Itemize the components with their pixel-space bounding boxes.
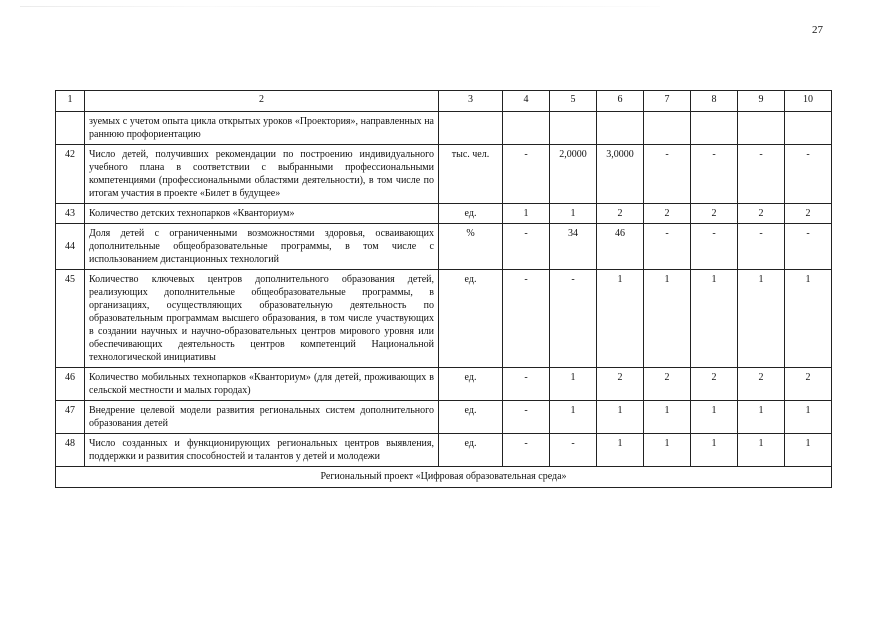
- section-row: [56, 467, 832, 488]
- row-unit: ед.: [439, 204, 503, 224]
- row-number: 46: [56, 368, 85, 401]
- row-unit: ед.: [439, 270, 503, 368]
- row-value: [644, 112, 691, 145]
- row-value: 1: [550, 368, 597, 401]
- row-value: -: [503, 434, 550, 467]
- row-unit: ед.: [439, 368, 503, 401]
- row-value: -: [503, 401, 550, 434]
- row-value: 2: [738, 368, 785, 401]
- continued-row: [56, 112, 832, 145]
- column-header: 3: [439, 91, 503, 112]
- row-value: -: [550, 434, 597, 467]
- table-row: [56, 270, 832, 368]
- row-value: 34: [550, 224, 597, 270]
- header-row: [56, 91, 832, 112]
- row-number: 48: [56, 434, 85, 467]
- row-value: 1: [503, 204, 550, 224]
- table-row: [56, 145, 832, 204]
- row-value: 1: [785, 270, 832, 368]
- table-row: [56, 204, 832, 224]
- row-value: 1: [738, 401, 785, 434]
- page-number: 27: [812, 24, 823, 36]
- row-value: 2,0000: [550, 145, 597, 204]
- row-value: -: [785, 145, 832, 204]
- row-value: 2: [785, 368, 832, 401]
- row-value: -: [503, 145, 550, 204]
- column-header: 7: [644, 91, 691, 112]
- column-header: 10: [785, 91, 832, 112]
- row-value: 1: [738, 434, 785, 467]
- section-title: Региональный проект «Цифровая образовательная среда»: [56, 467, 832, 488]
- column-header: 1: [56, 91, 85, 112]
- row-value: -: [785, 224, 832, 270]
- row-value: -: [550, 270, 597, 368]
- row-value: 3,0000: [597, 145, 644, 204]
- row-value: -: [503, 368, 550, 401]
- row-number: 45: [56, 270, 85, 368]
- table-row: [56, 368, 832, 401]
- row-value: 1: [644, 401, 691, 434]
- row-value: -: [691, 145, 738, 204]
- indicators-table: [55, 90, 832, 488]
- row-number: 47: [56, 401, 85, 434]
- row-value: 2: [691, 204, 738, 224]
- column-header: 4: [503, 91, 550, 112]
- row-value: [785, 112, 832, 145]
- row-value: 1: [738, 270, 785, 368]
- row-value: 2: [785, 204, 832, 224]
- row-value: -: [738, 224, 785, 270]
- row-value: 1: [644, 434, 691, 467]
- row-number: [56, 112, 85, 145]
- row-value: 1: [597, 401, 644, 434]
- row-value: -: [644, 145, 691, 204]
- row-description: Доля детей с ограниченными возможностями здоровья, осваивающих дополнительные общеобразовательные программы, в том числе с использованием дистанционных технологий: [85, 224, 439, 270]
- row-value: [550, 112, 597, 145]
- row-unit: ед.: [439, 401, 503, 434]
- row-value: 1: [597, 434, 644, 467]
- row-number: 42: [56, 145, 85, 204]
- column-header: 2: [85, 91, 439, 112]
- row-value: 1: [691, 401, 738, 434]
- row-value: 1: [691, 434, 738, 467]
- row-description: Количество мобильных технопарков «Кванториум» (для детей, проживающих в сельской местности и малых городах): [85, 368, 439, 401]
- row-description: Число созданных и функционирующих региональных центров выявления, поддержки и развития способностей и талантов у детей и молодежи: [85, 434, 439, 467]
- row-value: 2: [738, 204, 785, 224]
- table-row: [56, 224, 832, 270]
- row-value: [738, 112, 785, 145]
- column-header: 9: [738, 91, 785, 112]
- row-description: Число детей, получивших рекомендации по построению индивидуального учебного плана в соответствии с выбранными профессиональными компетенциями (профессиональными областями деятельности), в том числе по итогам участия в проекте «Билет в будущее»: [85, 145, 439, 204]
- column-header: 8: [691, 91, 738, 112]
- row-value: 2: [597, 204, 644, 224]
- row-value: -: [503, 270, 550, 368]
- row-value: -: [644, 224, 691, 270]
- row-value: -: [691, 224, 738, 270]
- column-header: 6: [597, 91, 644, 112]
- row-value: 1: [691, 270, 738, 368]
- table-row: [56, 434, 832, 467]
- row-value: 1: [644, 270, 691, 368]
- row-value: 1: [785, 434, 832, 467]
- row-value: 1: [785, 401, 832, 434]
- row-description: Количество детских технопарков «Кванториум»: [85, 204, 439, 224]
- row-value: [691, 112, 738, 145]
- row-unit: тыс. чел.: [439, 145, 503, 204]
- scan-artifact-line: [20, 6, 660, 7]
- row-value: 2: [644, 204, 691, 224]
- row-unit: %: [439, 224, 503, 270]
- row-value: [597, 112, 644, 145]
- row-value: 1: [550, 204, 597, 224]
- row-value: 2: [644, 368, 691, 401]
- row-unit: ед.: [439, 434, 503, 467]
- row-unit: [439, 112, 503, 145]
- row-value: 1: [597, 270, 644, 368]
- row-description: Количество ключевых центров дополнительного образования детей, реализующих дополнительные общеобразовательные программы, в организациях, осуществляющих образовательную деятельность по образовательным программам высшего образования, в том числе участвующих в создании научных и научно-образовательных центров мирового уровня или обеспечивающих деятельность центров компетенций Национальной технологической инициативы: [85, 270, 439, 368]
- row-value: 46: [597, 224, 644, 270]
- table-row: [56, 401, 832, 434]
- row-number: 43: [56, 204, 85, 224]
- column-header: 5: [550, 91, 597, 112]
- row-value: [503, 112, 550, 145]
- row-number: 44: [56, 224, 85, 270]
- row-value: 2: [691, 368, 738, 401]
- row-value: -: [738, 145, 785, 204]
- row-value: 2: [597, 368, 644, 401]
- row-description: зуемых с учетом опыта цикла открытых уроков «Проектория», направленных на раннюю профориентацию: [85, 112, 439, 145]
- row-value: 1: [550, 401, 597, 434]
- row-value: -: [503, 224, 550, 270]
- row-description: Внедрение целевой модели развития региональных систем дополнительного образования детей: [85, 401, 439, 434]
